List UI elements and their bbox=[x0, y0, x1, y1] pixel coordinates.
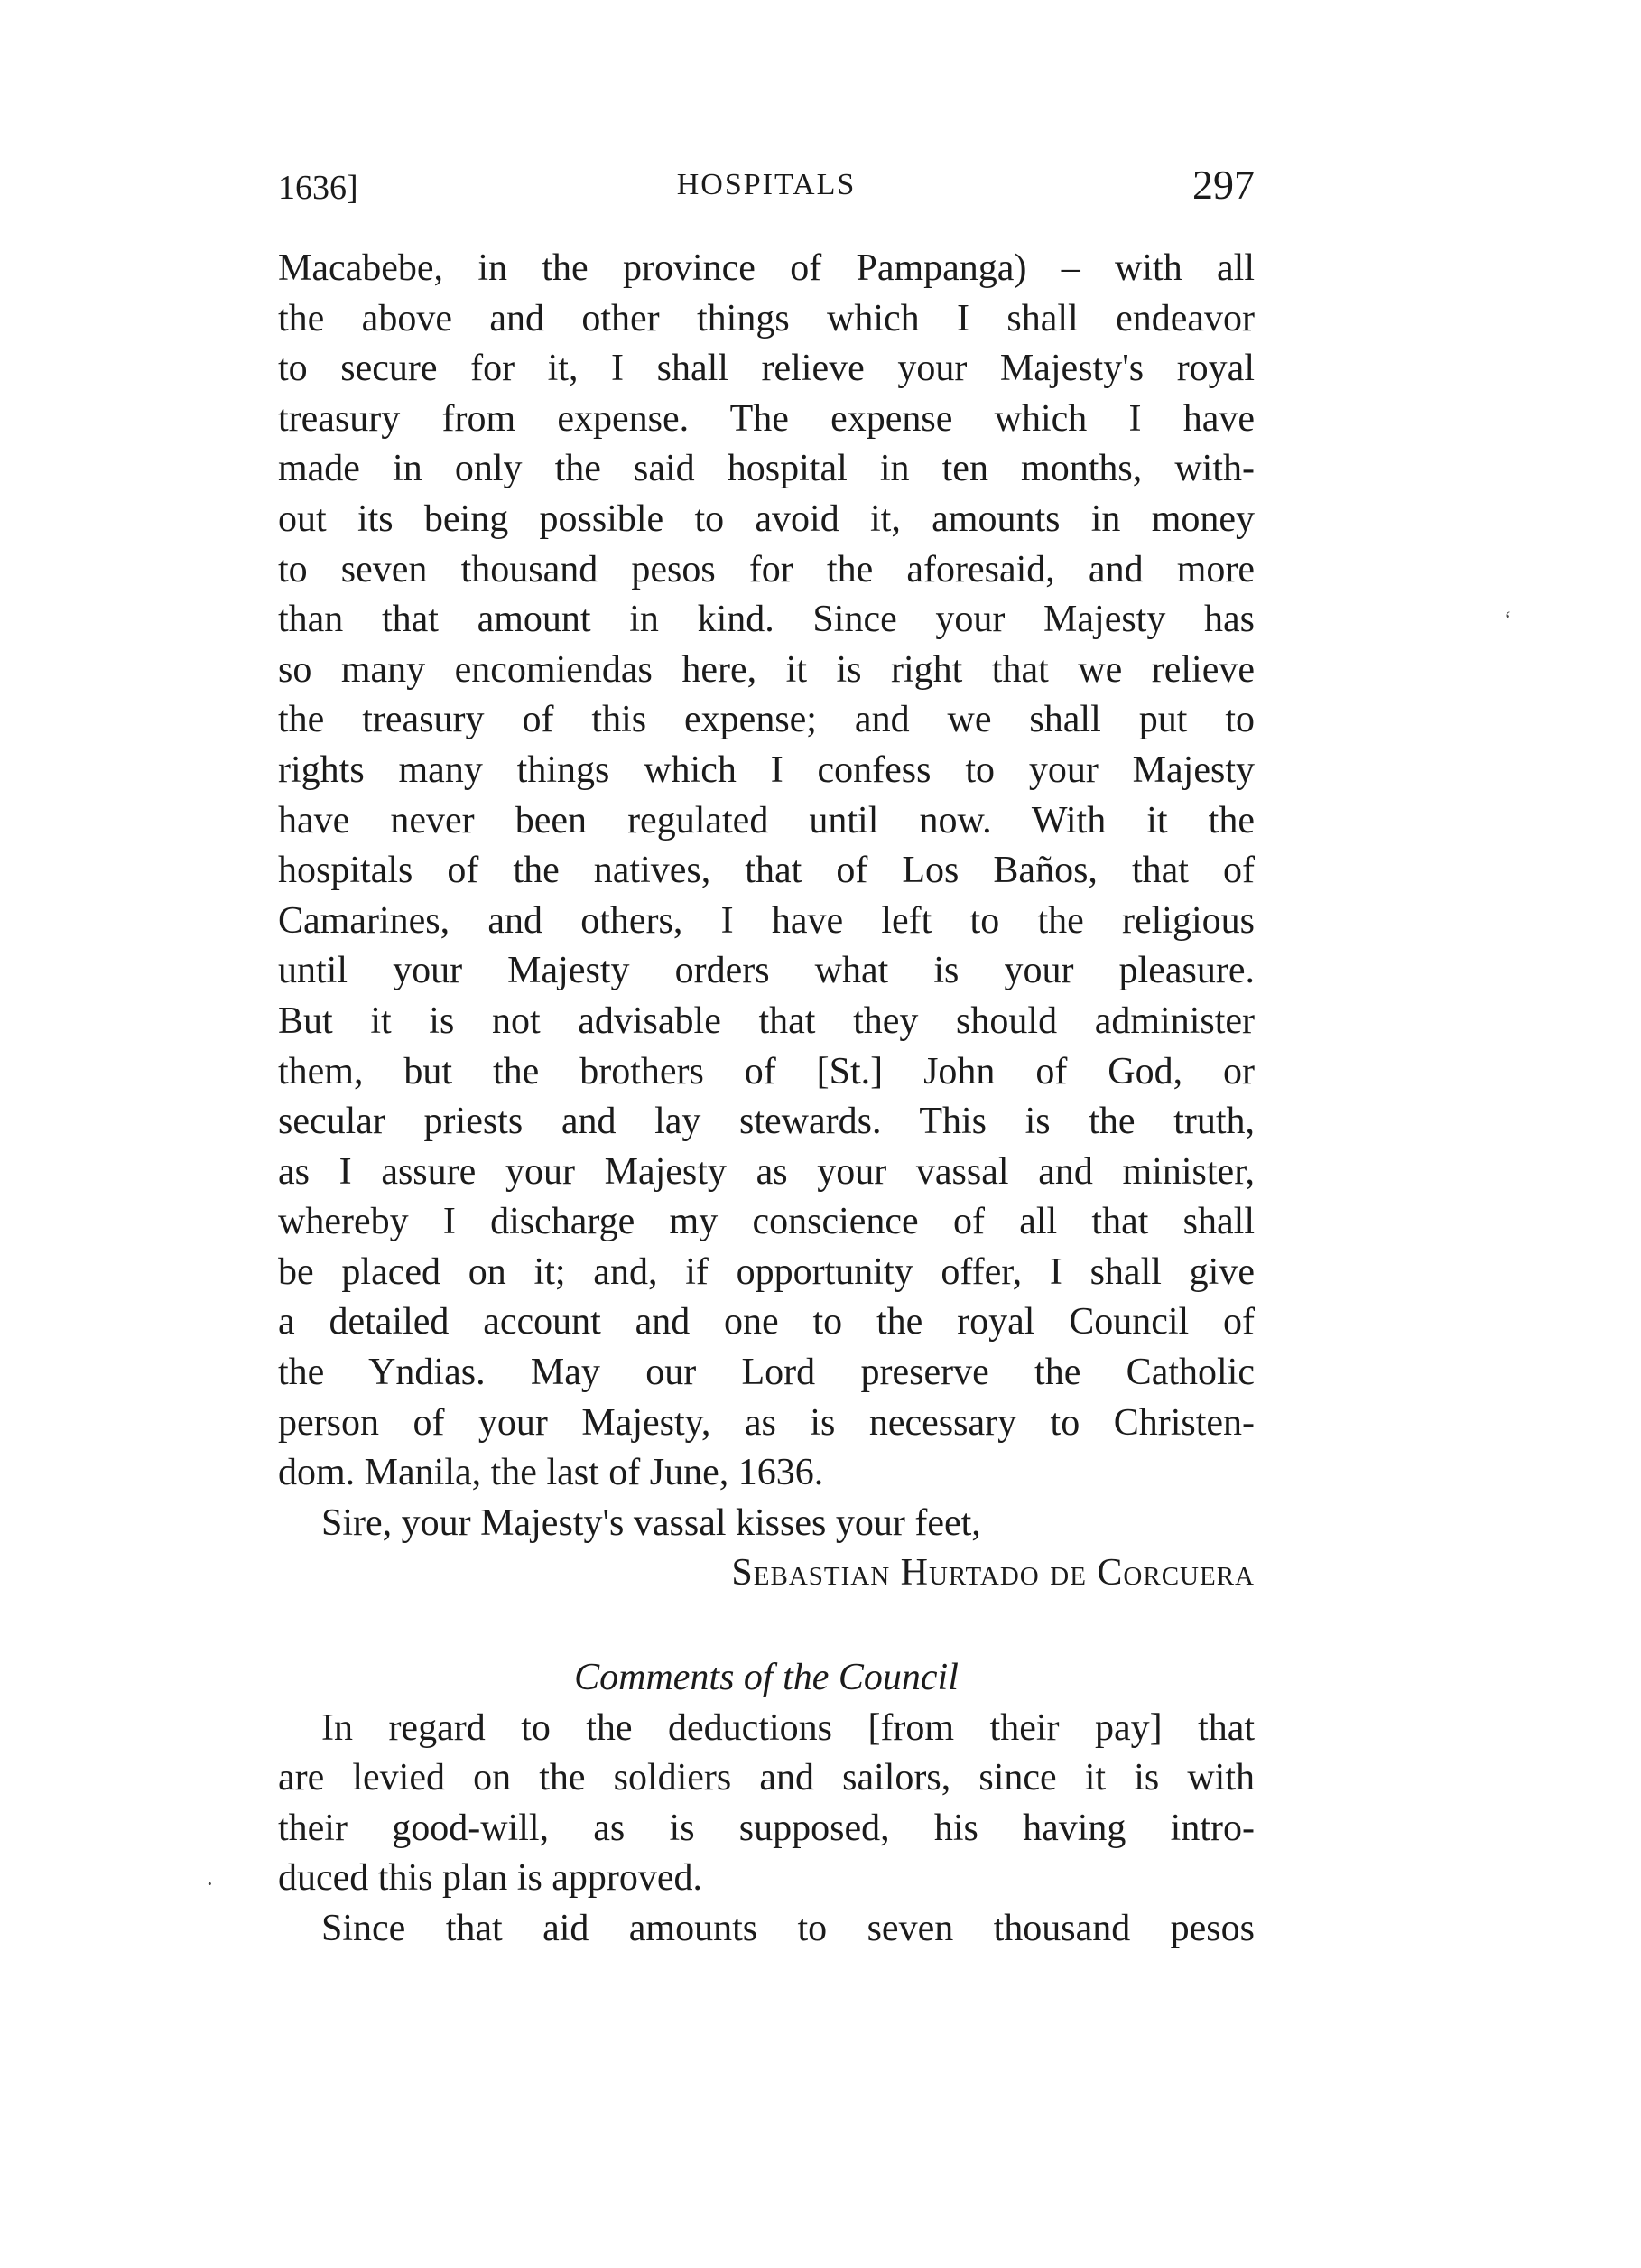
text-line: hospitals of the natives, that of Los Baños, that of bbox=[278, 850, 1255, 892]
text-line: a detailed account and one to the royal Council of bbox=[278, 1301, 1255, 1343]
text-line: Camarines, and others, I have left to the religious bbox=[278, 899, 1255, 942]
text-line: the above and other things which I shall endeavor bbox=[278, 297, 1255, 339]
text-line: rights many things which I confess to your Majesty bbox=[278, 748, 1255, 791]
margin-speck: ʻ bbox=[1504, 607, 1512, 633]
header-title: HOSPITALS bbox=[676, 168, 857, 201]
comment-line: are levied on the soldiers and sailors, since it is with bbox=[278, 1757, 1255, 1799]
text-line: secular priests and lay stewards. This is the truth, bbox=[278, 1101, 1255, 1143]
text-line: the treasury of this expense; and we shall put to bbox=[278, 699, 1255, 741]
text-line: as I assure your Majesty as your vassal and minister, bbox=[278, 1150, 1255, 1193]
text-line: so many encomiendas here, it is right that we relieve bbox=[278, 648, 1255, 691]
header-year: 1636] bbox=[278, 169, 358, 207]
text-line: the Yndias. May our Lord preserve the Catholic bbox=[278, 1352, 1255, 1394]
signature: Sebastian Hurtado de Corcuera bbox=[731, 1552, 1255, 1594]
margin-speck: · bbox=[206, 1871, 214, 1897]
page-number: 297 bbox=[1192, 162, 1255, 208]
comment-line: their good-will, as is supposed, his having intro- bbox=[278, 1807, 1255, 1849]
page-body bbox=[278, 244, 1255, 1955]
text-line: be placed on it; and, if opportunity offer, I shall give bbox=[278, 1250, 1255, 1293]
section-gap bbox=[278, 1599, 1255, 1653]
section-heading: Comments of the Council bbox=[574, 1657, 959, 1699]
text-line: than that amount in kind. Since your Majesty has bbox=[278, 599, 1255, 641]
comment-line: Since that aid amounts to seven thousand pesos bbox=[321, 1908, 1255, 1949]
running-head bbox=[278, 161, 1255, 215]
text-line: But it is not advisable that they should administer bbox=[278, 999, 1255, 1042]
text-line: them, but the brothers of [St.] John of God, or bbox=[278, 1050, 1255, 1092]
letter-closing: Sire, your Majesty's vassal kisses your feet, bbox=[321, 1501, 981, 1544]
text-line: to seven thousand pesos for the aforesaid, and more bbox=[278, 548, 1255, 590]
text-line: made in only the said hospital in ten months, with- bbox=[278, 448, 1255, 490]
comment-line: duced this plan is approved. bbox=[278, 1857, 703, 1900]
text-line: have never been regulated until now. With it the bbox=[278, 799, 1255, 841]
text-line: until your Majesty orders what is your pleasure. bbox=[278, 950, 1255, 992]
text-line-dateline: dom. Manila, the last of June, 1636. bbox=[278, 1452, 824, 1494]
text-line: Macabebe, in the province of Pampanga) – with all bbox=[278, 247, 1255, 289]
text-line: treasury from expense. The expense which I have bbox=[278, 397, 1255, 440]
text-line: out its being possible to avoid it, amounts in money bbox=[278, 497, 1255, 540]
text-line: to secure for it, I shall relieve your Majesty's royal bbox=[278, 348, 1255, 390]
comment-line: In regard to the deductions [from their pay] that bbox=[321, 1706, 1255, 1749]
text-line: whereby I discharge my conscience of all that shall bbox=[278, 1201, 1255, 1243]
text-line: person of your Majesty, as is necessary to Christen- bbox=[278, 1401, 1255, 1444]
